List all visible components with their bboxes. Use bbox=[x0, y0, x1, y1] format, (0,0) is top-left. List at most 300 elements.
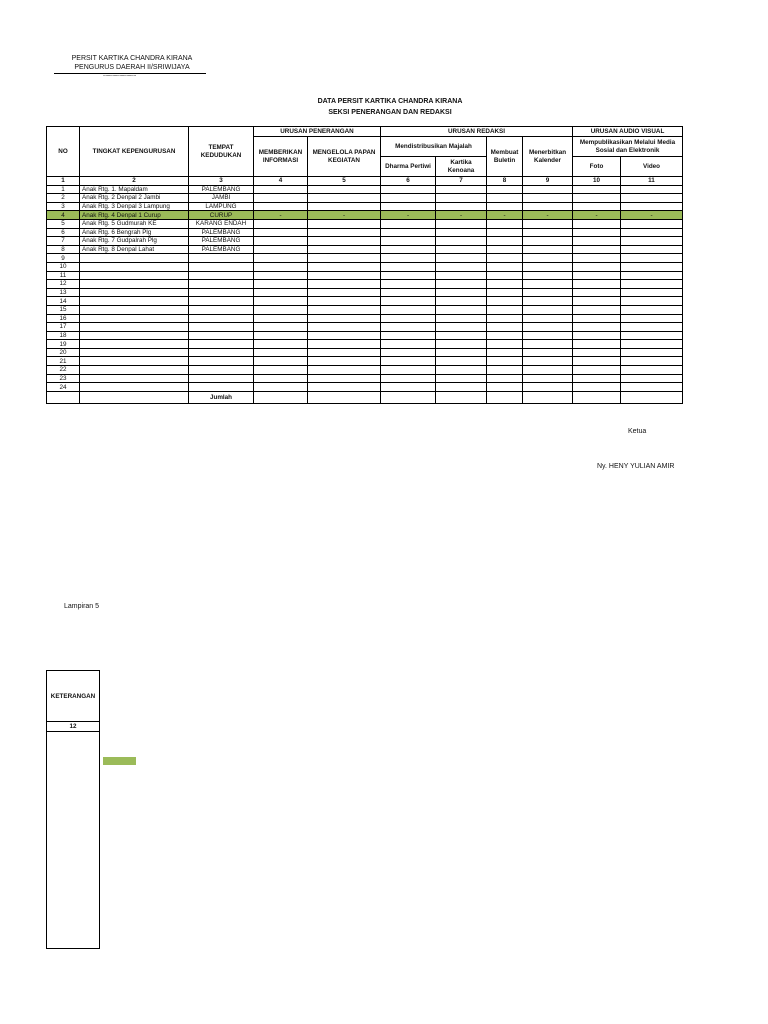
row-tingkat bbox=[80, 323, 189, 332]
row-tingkat: Anak Rtg. 6 Bengrah Plg bbox=[80, 228, 189, 237]
jumlah-cell bbox=[621, 391, 683, 403]
row-value bbox=[487, 219, 523, 228]
row-value bbox=[436, 185, 487, 194]
row-value bbox=[308, 323, 381, 332]
org-dots: ............................ bbox=[103, 72, 136, 78]
row-value bbox=[308, 185, 381, 194]
row-value bbox=[573, 314, 621, 323]
row-tempat: CURUP bbox=[189, 211, 254, 220]
row-value bbox=[523, 374, 573, 383]
row-value bbox=[621, 254, 683, 263]
row-value bbox=[381, 219, 436, 228]
column-number-cell: 10 bbox=[573, 177, 621, 186]
row-value bbox=[381, 288, 436, 297]
row-value bbox=[621, 194, 683, 203]
row-value bbox=[381, 340, 436, 349]
table-body bbox=[47, 185, 683, 391]
row-value bbox=[436, 228, 487, 237]
row-value bbox=[436, 280, 487, 289]
row-value bbox=[436, 305, 487, 314]
row-tingkat bbox=[80, 297, 189, 306]
row-tingkat: Anak Rtg. 8 Denpal Lahat bbox=[80, 245, 189, 254]
row-value bbox=[573, 297, 621, 306]
row-tempat: PALEMBANG bbox=[189, 185, 254, 194]
row-value bbox=[523, 297, 573, 306]
row-value bbox=[254, 262, 308, 271]
row-no: 15 bbox=[47, 305, 80, 314]
row-value bbox=[436, 271, 487, 280]
row-value bbox=[487, 366, 523, 375]
row-value bbox=[621, 288, 683, 297]
row-tempat: KARANG ENDAH bbox=[189, 219, 254, 228]
row-value bbox=[573, 237, 621, 246]
row-no: 8 bbox=[47, 245, 80, 254]
row-value bbox=[436, 219, 487, 228]
row-no: 20 bbox=[47, 348, 80, 357]
header-urusan-penerangan: URUSAN PENERANGAN bbox=[254, 127, 381, 137]
table-row bbox=[47, 202, 683, 211]
row-value bbox=[308, 228, 381, 237]
row-value bbox=[487, 254, 523, 263]
row-value bbox=[487, 228, 523, 237]
jumlah-cell bbox=[80, 391, 189, 403]
row-tingkat bbox=[80, 374, 189, 383]
row-value bbox=[436, 383, 487, 392]
row-value bbox=[523, 366, 573, 375]
row-no: 14 bbox=[47, 297, 80, 306]
row-value bbox=[308, 288, 381, 297]
column-number-cell: 4 bbox=[254, 177, 308, 186]
row-value bbox=[523, 323, 573, 332]
header-mendistribusikan: Mendistribusikan Majalah bbox=[381, 137, 487, 157]
row-value bbox=[621, 228, 683, 237]
row-value bbox=[436, 254, 487, 263]
row-value bbox=[254, 271, 308, 280]
org-header bbox=[60, 54, 204, 72]
row-value bbox=[573, 383, 621, 392]
row-value bbox=[573, 219, 621, 228]
table-row bbox=[47, 194, 683, 203]
row-value bbox=[621, 323, 683, 332]
table-row bbox=[47, 357, 683, 366]
row-value bbox=[308, 194, 381, 203]
signature-name: Ny. HENY YULIAN AMIR bbox=[597, 463, 675, 470]
table-row bbox=[47, 383, 683, 392]
header-menerbitkan: Menerbitkan Kalender bbox=[523, 137, 573, 177]
row-value bbox=[381, 271, 436, 280]
row-value bbox=[487, 185, 523, 194]
header-kartika: Kartika Kenoana bbox=[436, 157, 487, 177]
row-value bbox=[621, 357, 683, 366]
row-no: 24 bbox=[47, 383, 80, 392]
row-tingkat: Anak Rtg. 4 Denpal 1 Curup bbox=[80, 211, 189, 220]
row-value bbox=[573, 228, 621, 237]
row-no: 7 bbox=[47, 237, 80, 246]
row-value bbox=[436, 340, 487, 349]
row-tempat bbox=[189, 262, 254, 271]
row-tempat bbox=[189, 366, 254, 375]
jumlah-cell bbox=[47, 391, 80, 403]
row-value bbox=[573, 331, 621, 340]
row-value bbox=[621, 314, 683, 323]
row-value bbox=[308, 374, 381, 383]
row-value bbox=[523, 219, 573, 228]
row-tingkat: Anak Rtg. 3 Denpal 3 Lampung bbox=[80, 202, 189, 211]
row-value bbox=[523, 288, 573, 297]
row-value bbox=[573, 194, 621, 203]
row-value bbox=[487, 194, 523, 203]
row-value bbox=[308, 254, 381, 263]
row-value bbox=[523, 254, 573, 263]
row-value bbox=[254, 348, 308, 357]
table-row bbox=[47, 228, 683, 237]
row-value bbox=[308, 383, 381, 392]
row-value bbox=[487, 262, 523, 271]
table-row bbox=[47, 305, 683, 314]
row-tingkat bbox=[80, 288, 189, 297]
row-no: 5 bbox=[47, 219, 80, 228]
row-value bbox=[254, 374, 308, 383]
row-tempat bbox=[189, 383, 254, 392]
table-row bbox=[47, 245, 683, 254]
column-number-cell: 9 bbox=[523, 177, 573, 186]
signature-role: Ketua bbox=[628, 428, 647, 435]
column-number-cell: 8 bbox=[487, 177, 523, 186]
row-value bbox=[523, 357, 573, 366]
row-no: 4 bbox=[47, 211, 80, 220]
row-value bbox=[573, 271, 621, 280]
row-value bbox=[523, 340, 573, 349]
jumlah-cell bbox=[487, 391, 523, 403]
column-number-cell: 1 bbox=[47, 177, 80, 186]
org-division: PENGURUS DAERAH II/SRIWIJAYA bbox=[74, 64, 190, 71]
header-no: NO bbox=[47, 127, 80, 177]
row-value bbox=[308, 202, 381, 211]
row-value bbox=[381, 228, 436, 237]
row-value bbox=[254, 331, 308, 340]
row-value bbox=[573, 254, 621, 263]
row-value bbox=[308, 297, 381, 306]
column-number-cell: 11 bbox=[621, 177, 683, 186]
header-urusan-redaksi: URUSAN REDAKSI bbox=[381, 127, 573, 137]
row-value bbox=[487, 237, 523, 246]
row-value bbox=[381, 314, 436, 323]
row-tempat bbox=[189, 297, 254, 306]
row-value bbox=[436, 331, 487, 340]
row-value bbox=[621, 219, 683, 228]
row-value bbox=[254, 194, 308, 203]
row-value bbox=[254, 228, 308, 237]
row-tempat: PALEMBANG bbox=[189, 245, 254, 254]
table-row bbox=[47, 366, 683, 375]
table-row bbox=[47, 254, 683, 263]
row-value bbox=[621, 262, 683, 271]
row-value bbox=[487, 348, 523, 357]
row-value bbox=[308, 340, 381, 349]
row-no: 12 bbox=[47, 280, 80, 289]
row-value bbox=[308, 237, 381, 246]
row-value bbox=[487, 383, 523, 392]
row-tingkat: Anak Rtg. 2 Denpal 2 Jambi bbox=[80, 194, 189, 203]
row-value bbox=[523, 245, 573, 254]
row-value bbox=[381, 383, 436, 392]
row-value bbox=[573, 348, 621, 357]
row-no: 11 bbox=[47, 271, 80, 280]
row-value bbox=[621, 237, 683, 246]
row-tempat bbox=[189, 280, 254, 289]
row-value: - bbox=[487, 211, 523, 220]
table-header bbox=[47, 127, 683, 186]
row-value bbox=[523, 348, 573, 357]
row-value bbox=[308, 280, 381, 289]
row-tingkat bbox=[80, 348, 189, 357]
table-row bbox=[47, 237, 683, 246]
header-dharma: Dharma Pertiwi bbox=[381, 157, 436, 177]
row-value bbox=[436, 245, 487, 254]
row-value bbox=[436, 348, 487, 357]
header-video: Video bbox=[621, 157, 683, 177]
keterangan-number: 12 bbox=[47, 722, 100, 732]
row-value bbox=[254, 254, 308, 263]
row-no: 16 bbox=[47, 314, 80, 323]
row-value bbox=[436, 357, 487, 366]
row-value bbox=[573, 185, 621, 194]
row-tempat: PALEMBANG bbox=[189, 228, 254, 237]
row-value bbox=[621, 366, 683, 375]
header-mempublikasikan: Mempublikasikan Melalui Media Sosial dan Elektronik bbox=[573, 137, 683, 157]
row-tempat bbox=[189, 340, 254, 349]
header-mengelola: MENGELOLA PAPAN KEGIATAN bbox=[308, 137, 381, 177]
row-value bbox=[254, 237, 308, 246]
row-value bbox=[254, 202, 308, 211]
table-row bbox=[47, 348, 683, 357]
column-number-cell: 7 bbox=[436, 177, 487, 186]
table-row bbox=[47, 219, 683, 228]
row-tingkat: Anak Rtg. 1. Mapaldam bbox=[80, 185, 189, 194]
column-number-cell: 3 bbox=[189, 177, 254, 186]
row-value bbox=[254, 323, 308, 332]
row-value bbox=[436, 262, 487, 271]
row-value bbox=[621, 185, 683, 194]
row-tempat bbox=[189, 271, 254, 280]
row-value bbox=[621, 331, 683, 340]
row-value bbox=[308, 314, 381, 323]
column-number-cell: 5 bbox=[308, 177, 381, 186]
row-value bbox=[381, 297, 436, 306]
lampiran-label: Lampiran 5 bbox=[64, 603, 100, 610]
row-value bbox=[381, 366, 436, 375]
row-value bbox=[523, 228, 573, 237]
row-value bbox=[436, 366, 487, 375]
row-value bbox=[436, 323, 487, 332]
row-value bbox=[308, 219, 381, 228]
row-value bbox=[308, 348, 381, 357]
row-value bbox=[381, 262, 436, 271]
row-value bbox=[254, 297, 308, 306]
header-memberikan: MEMBERIKAN INFORMASI bbox=[254, 137, 308, 177]
row-value: - bbox=[436, 211, 487, 220]
table-row bbox=[47, 211, 683, 220]
row-value bbox=[381, 254, 436, 263]
row-no: 18 bbox=[47, 331, 80, 340]
row-tempat bbox=[189, 357, 254, 366]
row-value bbox=[436, 288, 487, 297]
row-value bbox=[436, 194, 487, 203]
row-tingkat bbox=[80, 340, 189, 349]
row-value bbox=[308, 357, 381, 366]
jumlah-cell bbox=[523, 391, 573, 403]
keterangan-body bbox=[47, 732, 100, 949]
header-tempat: TEMPAT KEDUDUKAN bbox=[189, 127, 254, 177]
row-tingkat bbox=[80, 280, 189, 289]
row-value: - bbox=[523, 211, 573, 220]
table-row bbox=[47, 262, 683, 271]
table-row bbox=[47, 280, 683, 289]
table-row bbox=[47, 374, 683, 383]
row-tingkat bbox=[80, 366, 189, 375]
header-tingkat: TINGKAT KEPENGURUSAN bbox=[80, 127, 189, 177]
row-value bbox=[308, 305, 381, 314]
row-value bbox=[487, 280, 523, 289]
jumlah-cell bbox=[436, 391, 487, 403]
row-value bbox=[573, 288, 621, 297]
row-value bbox=[254, 366, 308, 375]
row-value bbox=[254, 185, 308, 194]
row-tingkat bbox=[80, 271, 189, 280]
row-value bbox=[523, 185, 573, 194]
row-value bbox=[308, 245, 381, 254]
jumlah-cell bbox=[573, 391, 621, 403]
row-value bbox=[523, 271, 573, 280]
row-value: - bbox=[573, 211, 621, 220]
row-value bbox=[436, 374, 487, 383]
row-value bbox=[573, 357, 621, 366]
row-tingkat bbox=[80, 331, 189, 340]
row-value bbox=[573, 262, 621, 271]
row-value bbox=[523, 194, 573, 203]
row-no: 3 bbox=[47, 202, 80, 211]
jumlah-row bbox=[47, 391, 683, 403]
table-row bbox=[47, 288, 683, 297]
row-value bbox=[621, 348, 683, 357]
row-value bbox=[436, 202, 487, 211]
table-row bbox=[47, 323, 683, 332]
row-value bbox=[487, 271, 523, 280]
row-value: - bbox=[381, 211, 436, 220]
row-value bbox=[436, 237, 487, 246]
row-value bbox=[573, 280, 621, 289]
row-value bbox=[308, 366, 381, 375]
row-value bbox=[381, 194, 436, 203]
row-value bbox=[573, 245, 621, 254]
org-name: PERSIT KARTIKA CHANDRA KIRANA bbox=[71, 55, 193, 62]
row-tingkat bbox=[80, 262, 189, 271]
row-tingkat bbox=[80, 357, 189, 366]
header-membuat: Membuat Buletin bbox=[487, 137, 523, 177]
table-row bbox=[47, 271, 683, 280]
row-value bbox=[381, 305, 436, 314]
row-no: 13 bbox=[47, 288, 80, 297]
row-value bbox=[573, 305, 621, 314]
row-value bbox=[487, 202, 523, 211]
row-value bbox=[381, 348, 436, 357]
row-value bbox=[523, 305, 573, 314]
row-value bbox=[621, 340, 683, 349]
row-value bbox=[573, 374, 621, 383]
row-tempat: PALEMBANG bbox=[189, 237, 254, 246]
row-tempat bbox=[189, 331, 254, 340]
row-tempat bbox=[189, 314, 254, 323]
row-value bbox=[573, 323, 621, 332]
row-no: 1 bbox=[47, 185, 80, 194]
row-value bbox=[523, 262, 573, 271]
row-tempat bbox=[189, 374, 254, 383]
column-number-row bbox=[47, 177, 683, 186]
jumlah-cell bbox=[381, 391, 436, 403]
row-value bbox=[381, 357, 436, 366]
jumlah-cell bbox=[308, 391, 381, 403]
row-value bbox=[621, 202, 683, 211]
header-foto: Foto bbox=[573, 157, 621, 177]
row-value bbox=[523, 383, 573, 392]
row-value bbox=[487, 305, 523, 314]
row-value bbox=[487, 297, 523, 306]
row-value: - bbox=[621, 211, 683, 220]
jumlah-label: Jumlah bbox=[189, 391, 254, 403]
highlight-bar bbox=[103, 757, 136, 765]
row-tingkat bbox=[80, 383, 189, 392]
row-value bbox=[487, 357, 523, 366]
row-tempat bbox=[189, 323, 254, 332]
row-no: 10 bbox=[47, 262, 80, 271]
row-value bbox=[523, 202, 573, 211]
jumlah-cell bbox=[254, 391, 308, 403]
row-value bbox=[254, 357, 308, 366]
row-value bbox=[573, 340, 621, 349]
row-tempat bbox=[189, 254, 254, 263]
table-row bbox=[47, 314, 683, 323]
row-value bbox=[523, 314, 573, 323]
data-table bbox=[46, 126, 683, 404]
row-value bbox=[254, 383, 308, 392]
row-value bbox=[381, 185, 436, 194]
table-row bbox=[47, 331, 683, 340]
row-value bbox=[523, 280, 573, 289]
row-tingkat: Anak Rtg. 7 Gudpalrah Plg bbox=[80, 237, 189, 246]
table-row bbox=[47, 185, 683, 194]
row-value bbox=[621, 245, 683, 254]
row-value bbox=[381, 374, 436, 383]
row-no: 19 bbox=[47, 340, 80, 349]
row-tingkat: Anak Rtg. 5 Gudmurah KE bbox=[80, 219, 189, 228]
row-value bbox=[621, 374, 683, 383]
row-no: 2 bbox=[47, 194, 80, 203]
row-value bbox=[487, 340, 523, 349]
row-value bbox=[381, 237, 436, 246]
row-tempat: LAMPUNG bbox=[189, 202, 254, 211]
row-value bbox=[436, 297, 487, 306]
row-value bbox=[621, 297, 683, 306]
column-number-cell: 6 bbox=[381, 177, 436, 186]
row-value bbox=[487, 288, 523, 297]
row-value bbox=[621, 271, 683, 280]
row-value bbox=[621, 305, 683, 314]
row-value bbox=[621, 383, 683, 392]
row-value bbox=[308, 331, 381, 340]
row-no: 22 bbox=[47, 366, 80, 375]
header-urusan-audio: URUSAN AUDIO VISUAL bbox=[573, 127, 683, 137]
row-tingkat bbox=[80, 305, 189, 314]
